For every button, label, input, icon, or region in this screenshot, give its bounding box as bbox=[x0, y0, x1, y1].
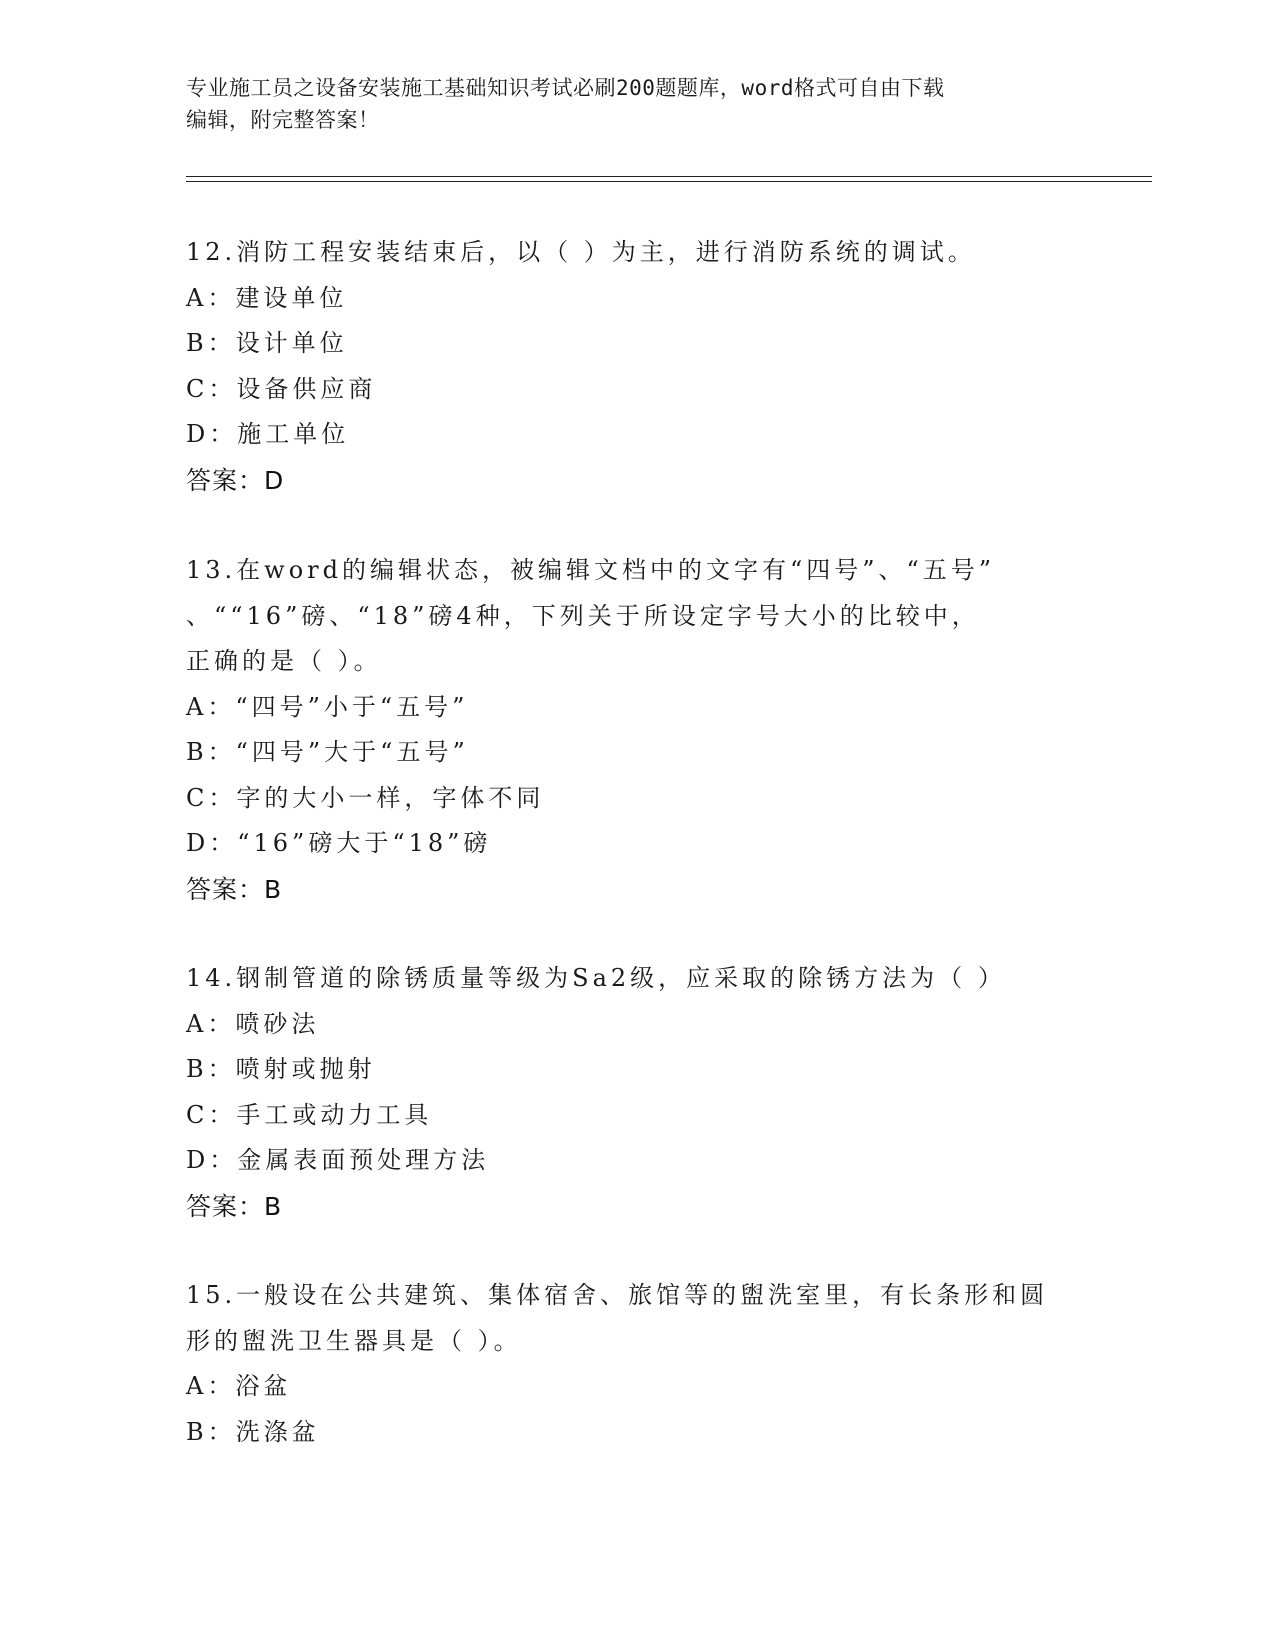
answer-key: 答案：D bbox=[186, 465, 285, 495]
question-stem: 14.钢制管道的除锈质量等级为Sa2级，应采取的除锈方法为（ ） bbox=[186, 964, 1006, 992]
option-a: A：浴盆 bbox=[186, 1372, 292, 1400]
option-b: B：喷射或抛射 bbox=[186, 1055, 376, 1083]
question-stem-line-3: 正确的是（ ）。 bbox=[186, 647, 382, 675]
question-15 bbox=[186, 1273, 1086, 1455]
document-header bbox=[186, 72, 1066, 136]
option-b: B：“四号”大于“五号” bbox=[186, 738, 469, 766]
option-d: D：“16”磅大于“18”磅 bbox=[186, 829, 492, 857]
question-12 bbox=[186, 230, 1086, 503]
question-13 bbox=[186, 548, 1086, 912]
question-stem-line-1: 13.在word的编辑状态，被编辑文档中的文字有“四号”、“五号” bbox=[186, 556, 996, 584]
option-a: A：“四号”小于“五号” bbox=[186, 692, 469, 721]
answer-key: 答案：B bbox=[186, 874, 283, 904]
option-b: B：设计单位 bbox=[186, 329, 348, 357]
header-title-line-1: 专业施工员之设备安装施工基础知识考试必刷200题题库，word格式可自由下载 bbox=[186, 76, 945, 100]
header-divider-bottom bbox=[186, 181, 1152, 182]
option-d: D：金属表面预处理方法 bbox=[186, 1146, 490, 1174]
question-stem: 12.消防工程安装结束后，以（ ）为主，进行消防系统的调试。 bbox=[186, 238, 976, 266]
answer-key: 答案：B bbox=[186, 1191, 283, 1221]
option-b: B：洗涤盆 bbox=[186, 1417, 320, 1446]
header-title-line-2: 编辑，附完整答案！ bbox=[186, 108, 380, 132]
question-stem-line-2: 形的盥洗卫生器具是（ ）。 bbox=[186, 1326, 522, 1355]
option-a: A：建设单位 bbox=[186, 283, 348, 312]
question-stem-line-1: 15.一般设在公共建筑、集体宿舍、旅馆等的盥洗室里，有长条形和圆 bbox=[186, 1281, 1049, 1309]
question-14 bbox=[186, 956, 1086, 1229]
option-d: D：施工单位 bbox=[186, 420, 350, 448]
header-divider-top bbox=[186, 176, 1152, 177]
option-a: A：喷砂法 bbox=[186, 1009, 320, 1038]
question-stem-line-2: 、““16”磅、“18”磅4种，下列关于所设定字号大小的比较中， bbox=[186, 601, 980, 630]
option-c: C：设备供应商 bbox=[186, 374, 377, 403]
option-c: C：手工或动力工具 bbox=[186, 1100, 433, 1129]
option-c: C：字的大小一样，字体不同 bbox=[186, 783, 545, 812]
